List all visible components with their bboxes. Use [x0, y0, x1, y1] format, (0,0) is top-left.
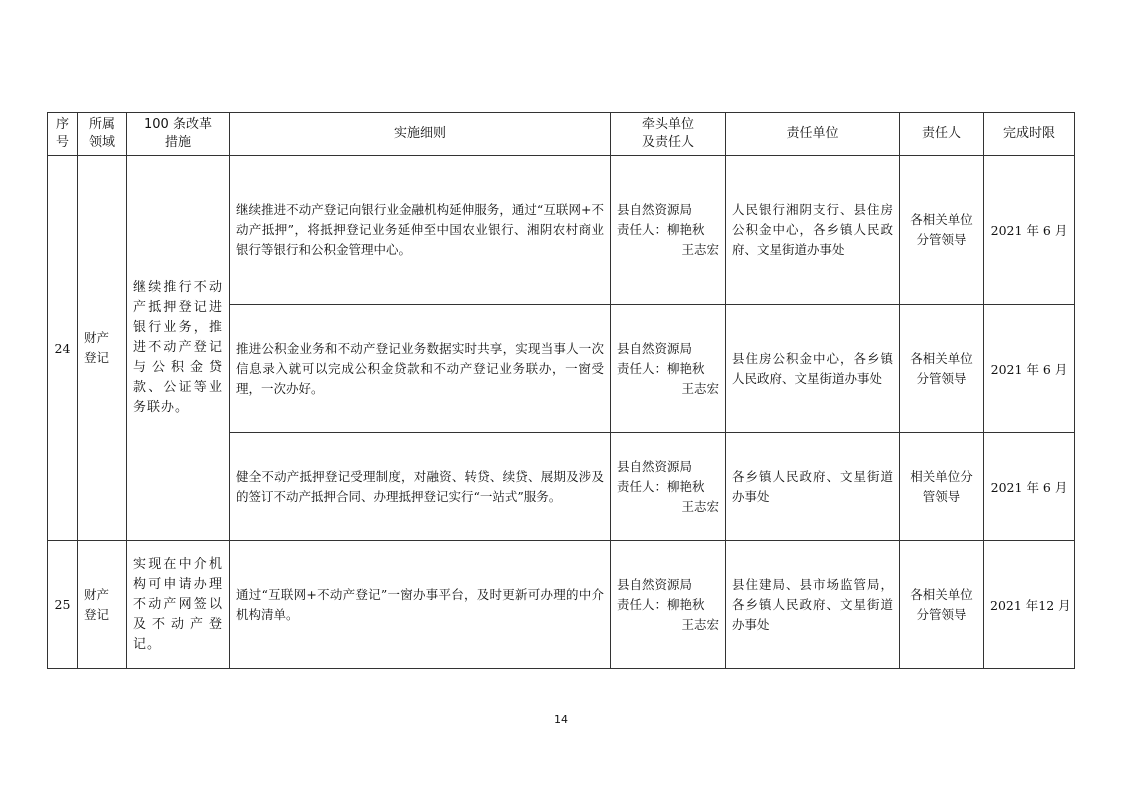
- row-detail: 推进公积金业务和不动产登记业务数据实时共享，实现当事人一次信息录入就可以完成公积金贷款和不动产登记业务联办，一窗受理，一次办好。: [230, 305, 611, 433]
- header-measure: 100 条改革 措施: [127, 113, 230, 156]
- header-seq: 序 号: [48, 113, 78, 156]
- row-resp-unit: 县住建局、县市场监管局，各乡镇人民政府、文星街道办事处: [726, 541, 900, 669]
- header-detail: 实施细则: [230, 113, 611, 156]
- header-deadline: 完成时限: [984, 113, 1075, 156]
- header-field: 所属 领域: [78, 113, 127, 156]
- row-lead: 县自然资源局 责任人：柳艳秋 王志宏: [611, 433, 726, 541]
- header-lead: 牵头单位 及责任人: [611, 113, 726, 156]
- row-resp-person: 各相关单位 分管领导: [900, 541, 984, 669]
- row-detail: 通过“互联网+不动产登记”一窗办事平台，及时更新可办理的中介机构清单。: [230, 541, 611, 669]
- row-measure: 继续推行不动产抵押登记进银行业务，推进不动产登记与公积金贷款、公证等业务联办。: [127, 156, 230, 541]
- page-number: 14: [554, 713, 568, 726]
- row-measure: 实现在中介机构可申请办理不动产网签以及不动产登记。: [127, 541, 230, 669]
- row-detail: 继续推进不动产登记向银行业金融机构延伸服务，通过“互联网+不动产抵押”，将抵押登记业务延伸至中国农业银行、湘阴农村商业银行等银行和公积金管理中心。: [230, 156, 611, 305]
- row-resp-unit: 人民银行湘阴支行、县住房公积金中心，各乡镇人民政府、文星街道办事处: [726, 156, 900, 305]
- row-resp-unit: 各乡镇人民政府、文星街道办事处: [726, 433, 900, 541]
- table-row: [48, 541, 1075, 669]
- row-field: 财产 登记: [78, 156, 127, 541]
- row-resp-unit: 县住房公积金中心，各乡镇人民政府、文星街道办事处: [726, 305, 900, 433]
- header-resp-person: 责任人: [900, 113, 984, 156]
- row-seq: 24: [48, 156, 78, 541]
- table-row: [48, 156, 1075, 305]
- row-deadline: 2021 年 6 月: [984, 305, 1075, 433]
- row-deadline: 2021 年 6 月: [984, 433, 1075, 541]
- row-lead: 县自然资源局 责任人：柳艳秋 王志宏: [611, 156, 726, 305]
- row-detail: 健全不动产抵押登记受理制度，对融资、转贷、续贷、展期及涉及的签订不动产抵押合同、办理抵押登记实行“一站式”服务。: [230, 433, 611, 541]
- row-field: 财产 登记: [78, 541, 127, 669]
- row-resp-person: 各相关单位 分管领导: [900, 305, 984, 433]
- row-resp-person: 相关单位分 管领导: [900, 433, 984, 541]
- row-seq: 25: [48, 541, 78, 669]
- row-lead: 县自然资源局 责任人：柳艳秋 王志宏: [611, 305, 726, 433]
- header-resp-unit: 责任单位: [726, 113, 900, 156]
- row-deadline: 2021 年12 月: [984, 541, 1075, 669]
- header-row: [48, 113, 1075, 156]
- row-resp-person: 各相关单位 分管领导: [900, 156, 984, 305]
- row-deadline: 2021 年 6 月: [984, 156, 1075, 305]
- row-lead: 县自然资源局 责任人：柳艳秋 王志宏: [611, 541, 726, 669]
- reform-measures-table: [47, 112, 1075, 669]
